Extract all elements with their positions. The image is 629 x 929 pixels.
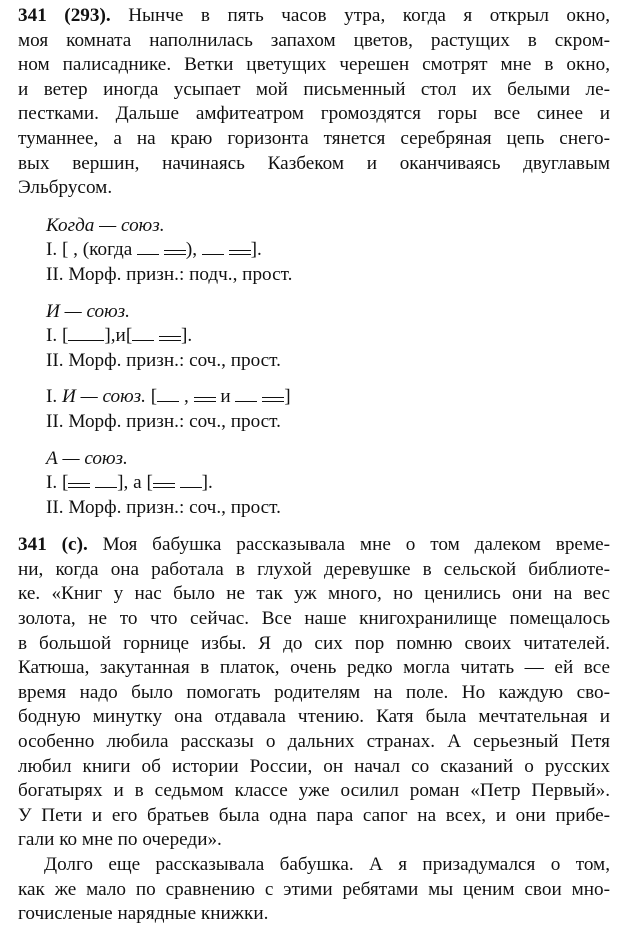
text-line: Долго еще рассказывала бабушка. А я призадумался о том, xyxy=(44,854,610,875)
text-line: туманнее, а на краю горизонта тянется серебряная цепь снего- xyxy=(18,127,610,149)
exercise-number: 341 (с). xyxy=(18,534,88,556)
analysis-block-kogda xyxy=(18,214,610,288)
sentence-scheme: I. [ ],и[ ]. xyxy=(46,325,193,347)
analysis-title: А — союз. xyxy=(46,447,128,469)
morph-features: II. Морф. призн.: подч., прост. xyxy=(46,263,293,285)
text-line: гали ко мне по очереди». xyxy=(18,829,222,851)
exercise-341c-text xyxy=(18,533,610,927)
text-line: пестками. Дальше амфитеатром громоздятся горы все синее и xyxy=(18,103,610,125)
exercise-number: 341 (293). xyxy=(18,5,111,26)
text-line: 341 (с). Моя бабушка рассказывала мне о том далеком време- xyxy=(18,534,610,556)
analysis-block-i-2 xyxy=(18,385,610,434)
text-line: золота, не то что сейчас. Все наше книгохранилище помещалось xyxy=(18,608,610,630)
text-line: вых вершин, начинаясь Казбеком и оканчиваясь двуглавым xyxy=(18,152,610,174)
text-line: гочисленые нарядные книжки. xyxy=(18,903,269,925)
morph-features: II. Морф. призн.: соч., прост. xyxy=(46,496,281,518)
sentence-scheme: I. И — союз. [ , и ] xyxy=(46,386,291,408)
text-line: У Пети и его братьев была одна пара сапог на всех, и они прибе- xyxy=(18,804,610,826)
analysis-block-a xyxy=(18,447,610,521)
text-line: Эльбрусом. xyxy=(18,177,113,199)
sentence-scheme: I. [ ], а [ ]. xyxy=(46,472,213,494)
textbook-page xyxy=(18,4,610,927)
text-line: и ветер иногда усыпает мой письменный стол их белыми ле- xyxy=(18,78,610,100)
text-line: Катюша, закутанная в платок, очень редко могла читать — ей все xyxy=(18,657,610,679)
analysis-title: Когда — союз. xyxy=(46,214,165,236)
text-line: 341 (293). Нынче в пять часов утра, когда я открыл окно, xyxy=(18,5,610,26)
morph-features: II. Морф. призн.: соч., прост. xyxy=(46,410,281,432)
morph-features: II. Морф. призн.: соч., прост. xyxy=(46,349,281,371)
text-line: как же мало по сравнению с этими ребятами мы ценим свои мно- xyxy=(18,878,610,900)
text-line: ке. «Книг у нас было не так уж много, но ценились они на вес xyxy=(18,583,610,605)
text-line: бодную минутку она отдавала чтению. Катя была мечтательная и xyxy=(18,706,610,728)
text-line: богатырях и в седьмом классе уже осилил роман «Петр Первый». xyxy=(18,780,610,802)
text-line: время надо было помогать родителям на поле. Но каждую сво- xyxy=(18,681,610,703)
text-line: моя комната наполнилась запахом цветов, растущих в скром- xyxy=(18,29,610,51)
analysis-block-i xyxy=(18,300,610,374)
text-line: любил книги об истории России, он начал со сказаний о русских xyxy=(18,755,610,777)
text-line: ни, когда она работала в глухой деревушке в сельской библиоте- xyxy=(18,558,610,580)
text-line: ном палисаднике. Ветки цветущих черешен смотрят мне в окно, xyxy=(18,54,610,76)
analysis-title: И — союз. xyxy=(46,300,130,322)
analysis-title: И — союз. xyxy=(61,386,146,408)
text-line: особенно любила рассказы о дальних странах. А серьезный Петя xyxy=(18,731,610,753)
sentence-scheme: I. [ , (когда ), ]. xyxy=(46,239,262,261)
exercise-341-text xyxy=(18,4,610,201)
text-line: в большой горнице избы. Я до сих пор помню своих читателей. xyxy=(18,632,610,654)
